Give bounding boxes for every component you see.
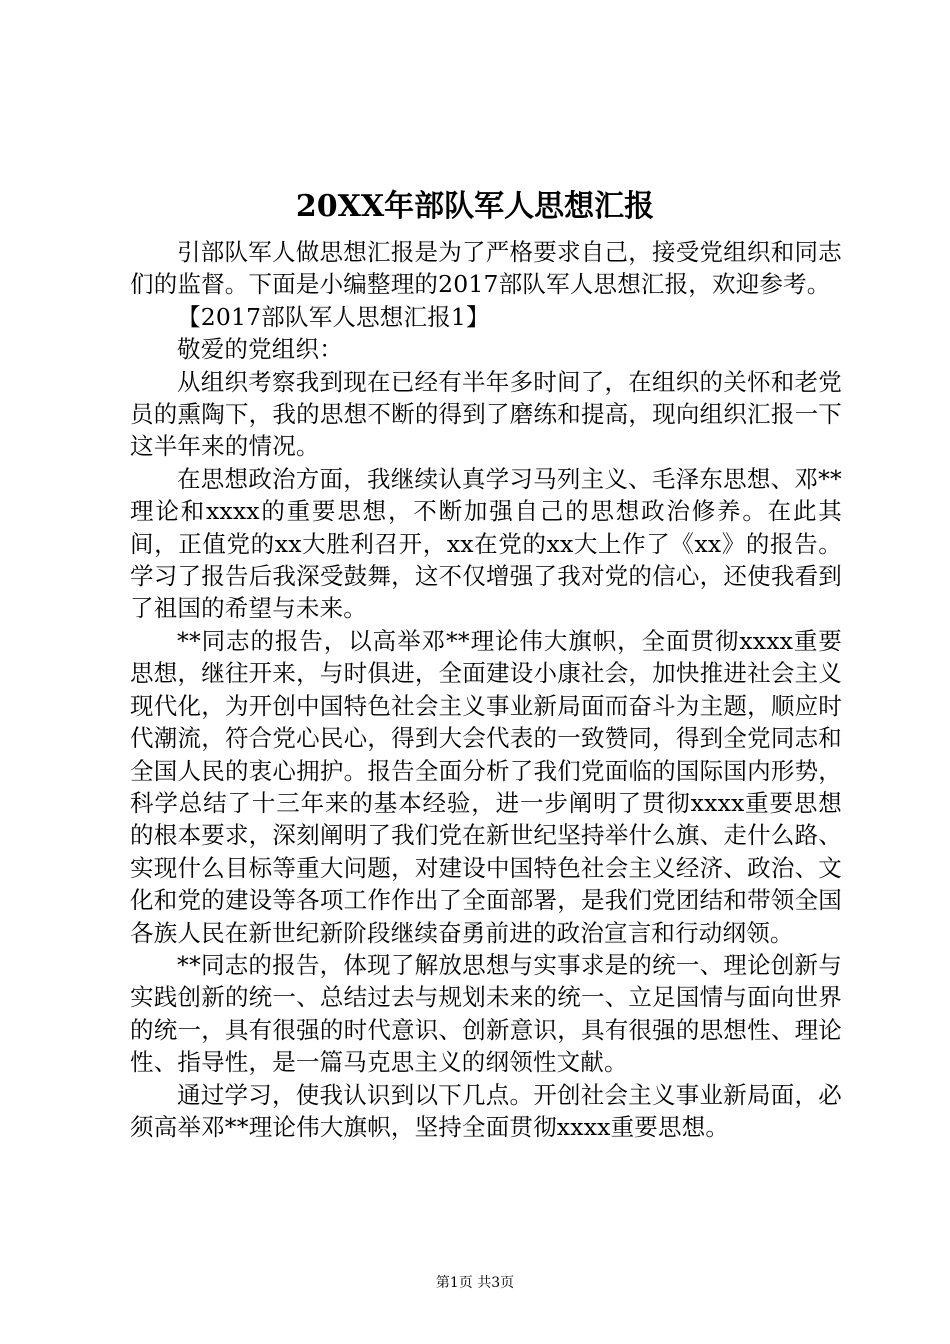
paragraph-body: **同志的报告，体现了解放思想与实事求是的统一、理论创新与实践创新的统一、总结过去与规划未来的统一、立足国情与面向世界的统一，具有很强的时代意识、创新意识，具有很强的思想性、理论性、指导性，是一篇马克思主义的纲领性文献。: [130, 950, 842, 1077]
document-body: [130, 236, 842, 1143]
paragraph-salutation: 敬爱的党组织：: [177, 335, 343, 364]
paragraph-body: 通过学习，使我认识到以下几点。开创社会主义事业新局面，必须高举邓**理论伟大旗帜，坚持全面贯彻xxxx重要思想。: [130, 1080, 842, 1141]
document-title: 20XX年部队军人思想汇报: [295, 189, 655, 224]
paragraph-body: 从组织考察我到现在已经有半年多时间了，在组织的关怀和老党员的熏陶下，我的思想不断的得到了磨练和提高，现向组织汇报一下这半年来的情况。: [130, 367, 842, 461]
page-number-footer: 第1页 共3页: [435, 1275, 515, 1291]
paragraph-body: **同志的报告，以高举邓**理论伟大旗帜，全面贯彻xxxx重要思想，继往开来，与时俱进，全面建设小康社会，加快推进社会主义现代化，为开创中国特色社会主义事业新局面而奋斗为主题，顺应时代潮流，符合党心民心，得到大会代表的一致赞同，得到全党同志和全国人民的衷心拥护。报告全面分析了我们党面临的国际国内形势，科学总结了十三年来的基本经验，进一步阐明了贯彻xxxx重要思想的根本要求，深刻阐明了我们党在新世纪坚持举什么旗、走什么路、实现什么目标等重大问题，对建设中国特色社会主义经济、政治、文化和党的建设等各项工作作出了全面部署，是我们党团结和带领全国各族人民在新世纪新阶段继续奋勇前进的政治宣言和行动纲领。: [130, 626, 842, 947]
paragraph-intro: 引部队军人做思想汇报是为了严格要求自己，接受党组织和同志们的监督。下面是小编整理的2017部队军人思想汇报，欢迎参考。: [130, 238, 842, 299]
paragraph-body: 在思想政治方面，我继续认真学习马列主义、毛泽东思想、邓**理论和xxxx的重要思想，不断加强自己的思想政治修养。在此其间，正值党的xx大胜利召开，xx在党的xx大上作了《xx》的报告。学习了报告后我深受鼓舞，这不仅增强了我对党的信心，还使我看到了祖国的希望与未来。: [130, 464, 842, 623]
paragraph-section-heading: 【2017部队军人思想汇报1】: [177, 302, 490, 331]
